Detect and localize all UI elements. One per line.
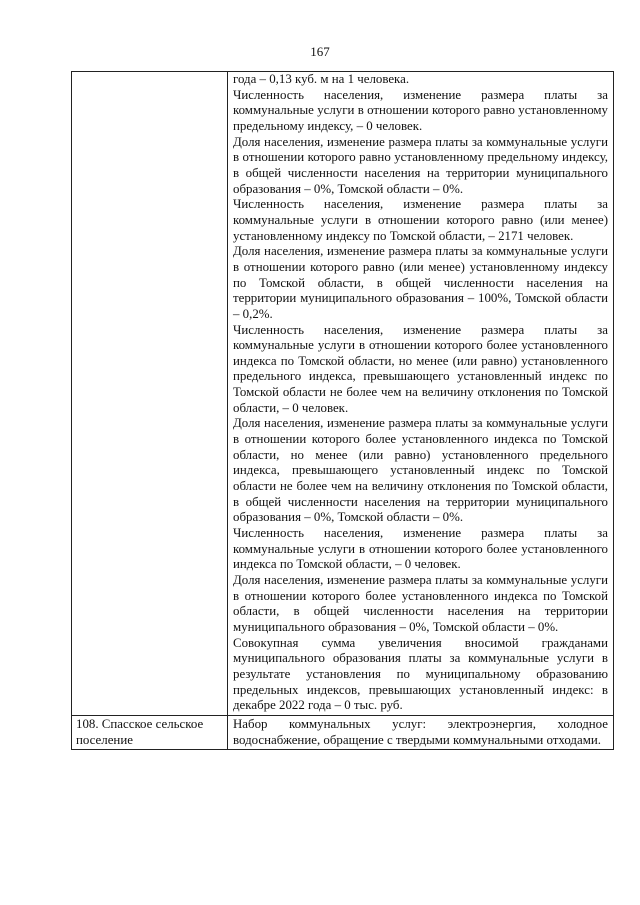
paragraph: Доля населения, изменение размера платы за коммунальные услуги в отношении которого равно установленному предельному индексу, в общей численности населения на территории муниципального образования – 0%, Томской области – 0%. [233, 134, 608, 196]
paragraph: Численность населения, изменение размера платы за коммунальные услуги в отношении которого равно (или менее) установленному индексу по Томской области, – 2171 человек. [233, 197, 608, 243]
paragraph: Совокупная сумма увеличения вносимой гражданами муниципального образования платы за коммунальные услуги в результате установления по муниципальному образованию предельных индексов, превышающих установленный индекс: в декабре 2022 года – 0 тыс. руб. [233, 635, 608, 713]
description-cell [228, 715, 614, 749]
description-cell [228, 72, 614, 716]
paragraph: Доля населения, изменение размера платы за коммунальные услуги в отношении которого более установленного индекса по Томской области, в общей численности населения на территории муниципального образования – 0%, Томской области – 0%. [233, 573, 608, 634]
paragraph: Доля населения, изменение размера платы за коммунальные услуги в отношении которого более установленного индекса по Томской области, но менее (или равно) установленного предельного индекса, превышающего установленный индекс по Томской области не более чем на величину отклонения по Томской области, в общей численности населения на территории муниципального образования – 0%, Томской области – 0%. [233, 416, 608, 525]
table-row [72, 715, 614, 749]
municipality-cell [72, 72, 228, 716]
paragraph: года – 0,13 куб. м на 1 человека. [233, 72, 410, 86]
municipality-cell: 108. Спасское сельское поселение [72, 715, 228, 749]
paragraph: Численность населения, изменение размера платы за коммунальные услуги в отношении которого равно установленному предельному индексу, – 0 человек. [233, 87, 608, 133]
table-row [72, 72, 614, 716]
indices-table [71, 71, 614, 750]
paragraph: Численность населения, изменение размера платы за коммунальные услуги в отношении которого более установленного индекса по Томской области, – 0 человек. [233, 526, 608, 572]
paragraph: Набор коммунальных услуг: электроэнергия, холодное водоснабжение, обращение с твердыми коммунальными отходами. [233, 716, 608, 747]
paragraph: Численность населения, изменение размера платы за коммунальные услуги в отношении которого более установленного индекса по Томской области, но менее (или равно) установленного предельного индекса, превышающего установленный индекс по Томской области не более чем на величину отклонения по Томской области, – 0 человек. [233, 322, 608, 415]
paragraph: Доля населения, изменение размера платы за коммунальные услуги в отношении которого равно (или менее) установленному индексу по Томской области, в общей численности населения на территории муниципального образования – 100%, Томской области – 0,2%. [233, 244, 608, 321]
page-number: 167 [310, 44, 330, 59]
